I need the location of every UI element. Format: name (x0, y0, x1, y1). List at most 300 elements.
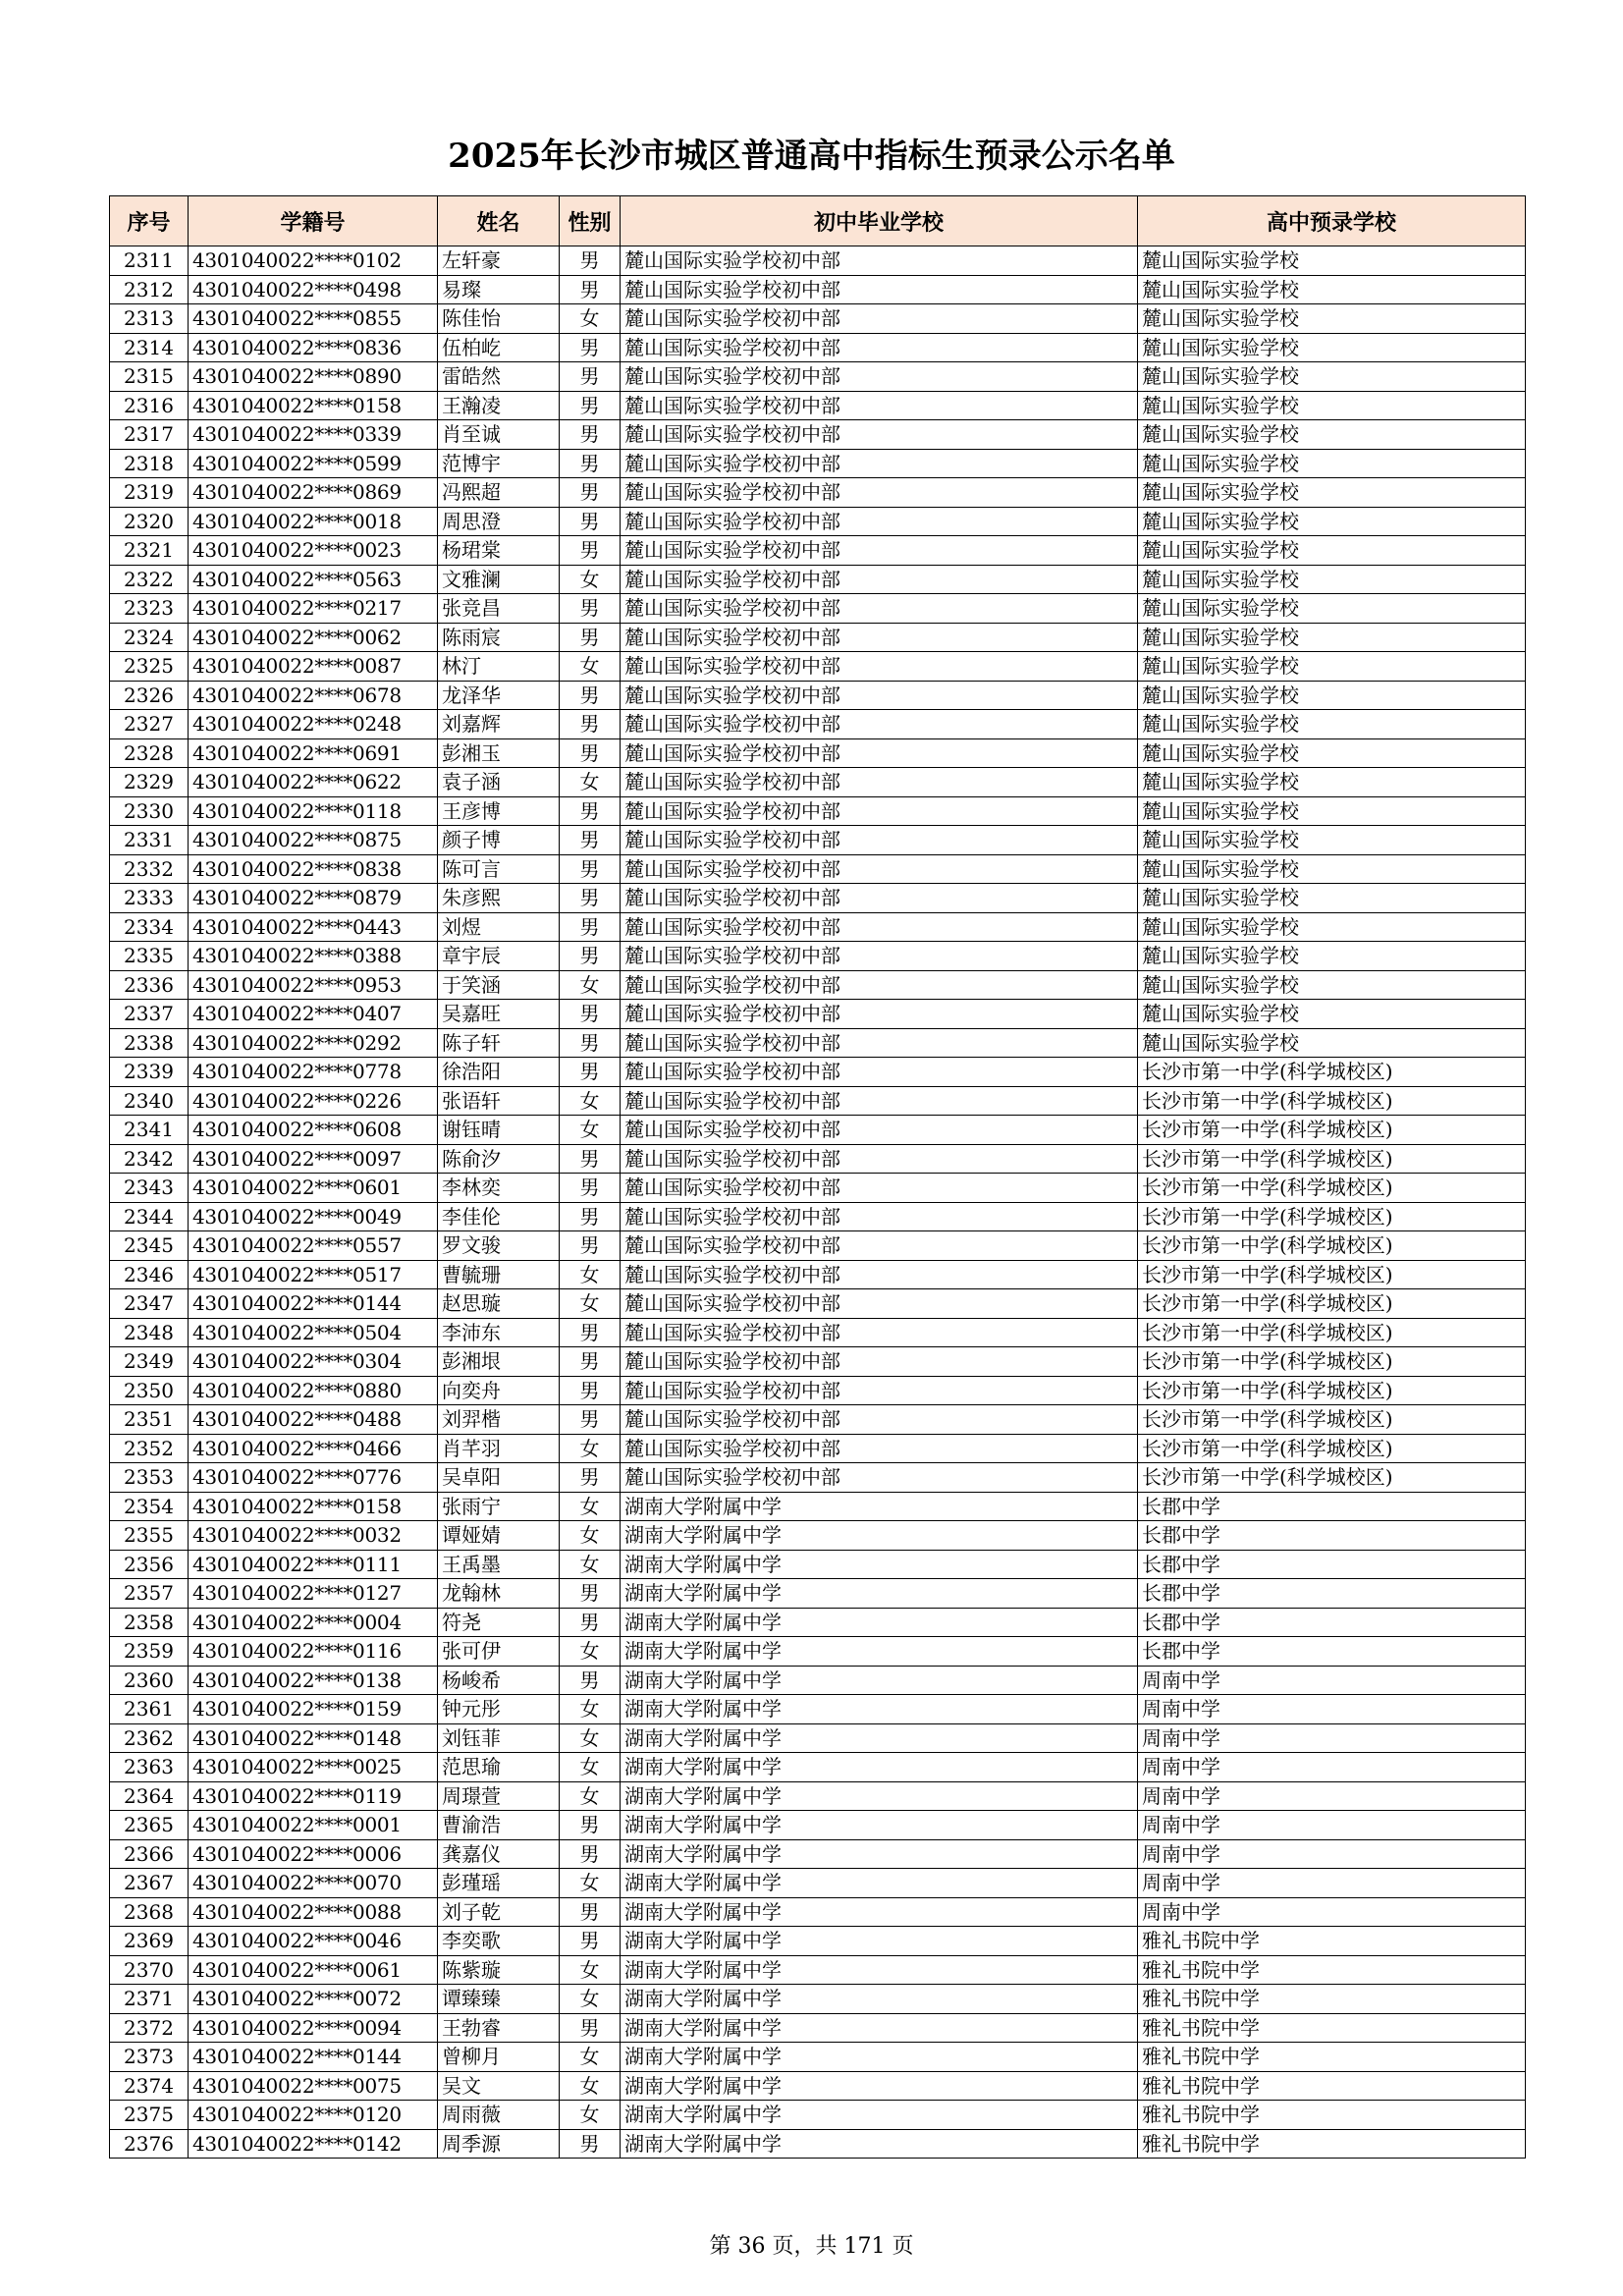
table-row (110, 333, 1526, 362)
high-school-cell: 麓山国际实验学校 (1138, 420, 1526, 450)
high-school-cell: 麓山国际实验学校 (1138, 449, 1526, 478)
middle-school-cell: 麓山国际实验学校初中部 (621, 391, 1138, 420)
seq-cell: 2324 (110, 623, 189, 652)
seq-cell: 2364 (110, 1781, 189, 1811)
student-id-cell: 4301040022****0388 (189, 942, 438, 971)
student-id-cell: 4301040022****0953 (189, 970, 438, 1000)
table-row (110, 1144, 1526, 1174)
seq-cell: 2346 (110, 1260, 189, 1289)
gender-cell: 女 (560, 1781, 621, 1811)
middle-school-cell: 麓山国际实验学校初中部 (621, 565, 1138, 594)
seq-cell: 2329 (110, 768, 189, 797)
middle-school-cell: 湖南大学附属中学 (621, 1695, 1138, 1724)
middle-school-cell: 麓山国际实验学校初中部 (621, 738, 1138, 768)
name-cell: 徐浩阳 (438, 1058, 560, 1087)
gender-cell: 女 (560, 1116, 621, 1145)
gender-cell: 女 (560, 768, 621, 797)
table-row (110, 1434, 1526, 1463)
gender-cell: 男 (560, 2013, 621, 2043)
high-school-cell: 麓山国际实验学校 (1138, 710, 1526, 739)
gender-cell: 男 (560, 2129, 621, 2159)
seq-cell: 2340 (110, 1086, 189, 1116)
name-cell: 陈紫璇 (438, 1955, 560, 1985)
page-title: 2025年长沙市城区普通高中指标生预录公示名单 (448, 137, 1175, 176)
middle-school-cell: 麓山国际实验学校初中部 (621, 796, 1138, 826)
middle-school-cell: 麓山国际实验学校初中部 (621, 912, 1138, 942)
name-cell: 杨珺棠 (438, 536, 560, 566)
student-id-cell: 4301040022****0304 (189, 1347, 438, 1377)
middle-school-cell: 麓山国际实验学校初中部 (621, 942, 1138, 971)
middle-school-cell: 麓山国际实验学校初中部 (621, 333, 1138, 362)
seq-cell: 2333 (110, 884, 189, 913)
name-cell: 张雨宁 (438, 1492, 560, 1521)
table-row (110, 2013, 1526, 2043)
table-row (110, 1086, 1526, 1116)
name-cell: 陈雨宸 (438, 623, 560, 652)
high-school-cell: 长沙市第一中学(科学城校区) (1138, 1116, 1526, 1145)
gender-cell: 男 (560, 854, 621, 884)
high-school-cell: 麓山国际实验学校 (1138, 478, 1526, 508)
student-id-cell: 4301040022****0691 (189, 738, 438, 768)
student-id-cell: 4301040022****0498 (189, 275, 438, 304)
middle-school-cell: 湖南大学附属中学 (621, 1579, 1138, 1609)
name-cell: 张语轩 (438, 1086, 560, 1116)
table-row (110, 362, 1526, 392)
seq-cell: 2369 (110, 1927, 189, 1956)
seq-cell: 2337 (110, 1000, 189, 1029)
name-cell: 彭瑾瑶 (438, 1869, 560, 1898)
seq-cell: 2367 (110, 1869, 189, 1898)
name-cell: 颜子博 (438, 826, 560, 855)
table-row (110, 536, 1526, 566)
table-row (110, 768, 1526, 797)
name-cell: 李奕歌 (438, 1927, 560, 1956)
name-cell: 伍柏屹 (438, 333, 560, 362)
name-cell: 刘煜 (438, 912, 560, 942)
seq-cell: 2345 (110, 1231, 189, 1261)
middle-school-cell: 麓山国际实验学校初中部 (621, 1028, 1138, 1058)
gender-cell: 男 (560, 1579, 621, 1609)
table-row (110, 1347, 1526, 1377)
high-school-cell: 麓山国际实验学校 (1138, 884, 1526, 913)
gender-cell: 男 (560, 1028, 621, 1058)
high-school-cell: 长郡中学 (1138, 1608, 1526, 1637)
name-cell: 周雨薇 (438, 2101, 560, 2130)
name-cell: 雷皓然 (438, 362, 560, 392)
table-row (110, 1318, 1526, 1347)
table-row (110, 1116, 1526, 1145)
seq-cell: 2356 (110, 1550, 189, 1579)
table-row (110, 1869, 1526, 1898)
seq-cell: 2350 (110, 1376, 189, 1405)
gender-cell: 男 (560, 738, 621, 768)
gender-cell: 男 (560, 420, 621, 450)
middle-school-cell: 湖南大学附属中学 (621, 1955, 1138, 1985)
seq-cell: 2314 (110, 333, 189, 362)
student-id-cell: 4301040022****0119 (189, 1781, 438, 1811)
student-id-cell: 4301040022****0023 (189, 536, 438, 566)
gender-cell: 男 (560, 1897, 621, 1927)
student-id-cell: 4301040022****0292 (189, 1028, 438, 1058)
high-school-cell: 麓山国际实验学校 (1138, 681, 1526, 710)
name-cell: 李佳伦 (438, 1202, 560, 1231)
table-row (110, 2101, 1526, 2130)
name-cell: 吴文 (438, 2071, 560, 2101)
high-school-cell: 长沙市第一中学(科学城校区) (1138, 1086, 1526, 1116)
column-header-high-school: 高中预录学校 (1138, 196, 1526, 246)
middle-school-cell: 麓山国际实验学校初中部 (621, 420, 1138, 450)
high-school-cell: 麓山国际实验学校 (1138, 1000, 1526, 1029)
high-school-cell: 麓山国际实验学校 (1138, 594, 1526, 624)
table-row (110, 2129, 1526, 2159)
table-row (110, 652, 1526, 682)
middle-school-cell: 湖南大学附属中学 (621, 1637, 1138, 1667)
student-id-cell: 4301040022****0678 (189, 681, 438, 710)
student-id-cell: 4301040022****0599 (189, 449, 438, 478)
middle-school-cell: 麓山国际实验学校初中部 (621, 768, 1138, 797)
gender-cell: 男 (560, 362, 621, 392)
high-school-cell: 长沙市第一中学(科学城校区) (1138, 1144, 1526, 1174)
high-school-cell: 雅礼书院中学 (1138, 2071, 1526, 2101)
name-cell: 刘子乾 (438, 1897, 560, 1927)
name-cell: 王瀚凌 (438, 391, 560, 420)
seq-cell: 2376 (110, 2129, 189, 2159)
student-id-cell: 4301040022****0407 (189, 1000, 438, 1029)
high-school-cell: 麓山国际实验学校 (1138, 565, 1526, 594)
name-cell: 范博宇 (438, 449, 560, 478)
name-cell: 周璟萱 (438, 1781, 560, 1811)
table-row (110, 449, 1526, 478)
student-id-cell: 4301040022****0070 (189, 1869, 438, 1898)
table-body (110, 246, 1526, 2159)
high-school-cell: 麓山国际实验学校 (1138, 826, 1526, 855)
student-id-cell: 4301040022****0094 (189, 2013, 438, 2043)
high-school-cell: 雅礼书院中学 (1138, 1985, 1526, 2014)
student-id-cell: 4301040022****0158 (189, 391, 438, 420)
gender-cell: 男 (560, 391, 621, 420)
gender-cell: 男 (560, 681, 621, 710)
middle-school-cell: 湖南大学附属中学 (621, 1927, 1138, 1956)
gender-cell: 男 (560, 1376, 621, 1405)
high-school-cell: 雅礼书院中学 (1138, 2013, 1526, 2043)
gender-cell: 男 (560, 1231, 621, 1261)
gender-cell: 男 (560, 1058, 621, 1087)
middle-school-cell: 麓山国际实验学校初中部 (621, 681, 1138, 710)
gender-cell: 女 (560, 1289, 621, 1319)
gender-cell: 男 (560, 912, 621, 942)
column-header-student-id: 学籍号 (189, 196, 438, 246)
table-row (110, 710, 1526, 739)
gender-cell: 男 (560, 275, 621, 304)
roster-table (109, 195, 1526, 2159)
high-school-cell: 麓山国际实验学校 (1138, 768, 1526, 797)
table-row (110, 1521, 1526, 1551)
seq-cell: 2360 (110, 1666, 189, 1695)
gender-cell: 男 (560, 507, 621, 536)
middle-school-cell: 麓山国际实验学校初中部 (621, 1086, 1138, 1116)
seq-cell: 2354 (110, 1492, 189, 1521)
seq-cell: 2344 (110, 1202, 189, 1231)
student-id-cell: 4301040022****0226 (189, 1086, 438, 1116)
table-row (110, 970, 1526, 1000)
seq-cell: 2316 (110, 391, 189, 420)
gender-cell: 男 (560, 1405, 621, 1435)
student-id-cell: 4301040022****0248 (189, 710, 438, 739)
student-id-cell: 4301040022****0138 (189, 1666, 438, 1695)
table-row (110, 1058, 1526, 1087)
middle-school-cell: 湖南大学附属中学 (621, 1666, 1138, 1695)
name-cell: 刘嘉辉 (438, 710, 560, 739)
name-cell: 张可伊 (438, 1637, 560, 1667)
table-row (110, 1781, 1526, 1811)
gender-cell: 男 (560, 1000, 621, 1029)
middle-school-cell: 麓山国际实验学校初中部 (621, 1434, 1138, 1463)
table-row (110, 1637, 1526, 1667)
gender-cell: 男 (560, 1144, 621, 1174)
high-school-cell: 麓山国际实验学校 (1138, 796, 1526, 826)
gender-cell: 女 (560, 1955, 621, 1985)
name-cell: 谢钰晴 (438, 1116, 560, 1145)
gender-cell: 女 (560, 1550, 621, 1579)
high-school-cell: 长郡中学 (1138, 1637, 1526, 1667)
student-id-cell: 4301040022****0097 (189, 1144, 438, 1174)
high-school-cell: 麓山国际实验学校 (1138, 391, 1526, 420)
high-school-cell: 麓山国际实验学校 (1138, 1028, 1526, 1058)
student-id-cell: 4301040022****0563 (189, 565, 438, 594)
gender-cell: 女 (560, 970, 621, 1000)
student-id-cell: 4301040022****0072 (189, 1985, 438, 2014)
seq-cell: 2322 (110, 565, 189, 594)
table-row (110, 1608, 1526, 1637)
high-school-cell: 周南中学 (1138, 1811, 1526, 1840)
student-id-cell: 4301040022****0443 (189, 912, 438, 942)
gender-cell: 女 (560, 2043, 621, 2072)
column-header-middle-school: 初中毕业学校 (621, 196, 1138, 246)
gender-cell: 男 (560, 1347, 621, 1377)
high-school-cell: 长沙市第一中学(科学城校区) (1138, 1289, 1526, 1319)
middle-school-cell: 麓山国际实验学校初中部 (621, 507, 1138, 536)
student-id-cell: 4301040022****0622 (189, 768, 438, 797)
table-row (110, 1666, 1526, 1695)
high-school-cell: 麓山国际实验学校 (1138, 333, 1526, 362)
table-row (110, 854, 1526, 884)
student-id-cell: 4301040022****0159 (189, 1695, 438, 1724)
name-cell: 朱彦熙 (438, 884, 560, 913)
seq-cell: 2317 (110, 420, 189, 450)
table-row (110, 1405, 1526, 1435)
student-id-cell: 4301040022****0025 (189, 1753, 438, 1782)
student-id-cell: 4301040022****0880 (189, 1376, 438, 1405)
seq-cell: 2371 (110, 1985, 189, 2014)
seq-cell: 2349 (110, 1347, 189, 1377)
high-school-cell: 雅礼书院中学 (1138, 1955, 1526, 1985)
student-id-cell: 4301040022****0601 (189, 1174, 438, 1203)
gender-cell: 男 (560, 246, 621, 276)
table-row (110, 1550, 1526, 1579)
student-id-cell: 4301040022****0158 (189, 1492, 438, 1521)
middle-school-cell: 湖南大学附属中学 (621, 1492, 1138, 1521)
middle-school-cell: 麓山国际实验学校初中部 (621, 1289, 1138, 1319)
student-id-cell: 4301040022****0144 (189, 2043, 438, 2072)
table-row (110, 1753, 1526, 1782)
high-school-cell: 雅礼书院中学 (1138, 1927, 1526, 1956)
high-school-cell: 麓山国际实验学校 (1138, 507, 1526, 536)
gender-cell: 男 (560, 1608, 621, 1637)
middle-school-cell: 湖南大学附属中学 (621, 1839, 1138, 1869)
middle-school-cell: 麓山国际实验学校初中部 (621, 1405, 1138, 1435)
high-school-cell: 麓山国际实验学校 (1138, 623, 1526, 652)
high-school-cell: 长沙市第一中学(科学城校区) (1138, 1463, 1526, 1493)
student-id-cell: 4301040022****0875 (189, 826, 438, 855)
table-row (110, 623, 1526, 652)
high-school-cell: 长郡中学 (1138, 1492, 1526, 1521)
seq-cell: 2352 (110, 1434, 189, 1463)
middle-school-cell: 麓山国际实验学校初中部 (621, 362, 1138, 392)
gender-cell: 男 (560, 710, 621, 739)
high-school-cell: 周南中学 (1138, 1839, 1526, 1869)
high-school-cell: 雅礼书院中学 (1138, 2101, 1526, 2130)
gender-cell: 男 (560, 1839, 621, 1869)
student-id-cell: 4301040022****0608 (189, 1116, 438, 1145)
seq-cell: 2320 (110, 507, 189, 536)
high-school-cell: 长沙市第一中学(科学城校区) (1138, 1260, 1526, 1289)
seq-cell: 2312 (110, 275, 189, 304)
gender-cell: 男 (560, 1318, 621, 1347)
high-school-cell: 麓山国际实验学校 (1138, 942, 1526, 971)
seq-cell: 2330 (110, 796, 189, 826)
student-id-cell: 4301040022****0879 (189, 884, 438, 913)
middle-school-cell: 湖南大学附属中学 (621, 2071, 1138, 2101)
gender-cell: 女 (560, 1869, 621, 1898)
high-school-cell: 长沙市第一中学(科学城校区) (1138, 1202, 1526, 1231)
high-school-cell: 长沙市第一中学(科学城校区) (1138, 1405, 1526, 1435)
middle-school-cell: 麓山国际实验学校初中部 (621, 1000, 1138, 1029)
seq-cell: 2368 (110, 1897, 189, 1927)
table-row (110, 2071, 1526, 2101)
middle-school-cell: 麓山国际实验学校初中部 (621, 304, 1138, 334)
seq-cell: 2319 (110, 478, 189, 508)
middle-school-cell: 麓山国际实验学校初中部 (621, 594, 1138, 624)
column-header-seq: 序号 (110, 196, 189, 246)
column-header-name: 姓名 (438, 196, 560, 246)
middle-school-cell: 湖南大学附属中学 (621, 1811, 1138, 1840)
seq-cell: 2313 (110, 304, 189, 334)
middle-school-cell: 麓山国际实验学校初中部 (621, 1347, 1138, 1377)
name-cell: 陈俞汐 (438, 1144, 560, 1174)
seq-cell: 2375 (110, 2101, 189, 2130)
page-footer: 第 36 页，共 171 页 (709, 2234, 914, 2259)
middle-school-cell: 麓山国际实验学校初中部 (621, 1202, 1138, 1231)
high-school-cell: 麓山国际实验学校 (1138, 738, 1526, 768)
name-cell: 龚嘉仪 (438, 1839, 560, 1869)
student-id-cell: 4301040022****0836 (189, 333, 438, 362)
gender-cell: 女 (560, 1695, 621, 1724)
gender-cell: 女 (560, 1086, 621, 1116)
student-id-cell: 4301040022****0018 (189, 507, 438, 536)
table-row (110, 826, 1526, 855)
student-id-cell: 4301040022****0046 (189, 1927, 438, 1956)
high-school-cell: 麓山国际实验学校 (1138, 362, 1526, 392)
name-cell: 冯熙超 (438, 478, 560, 508)
table-row (110, 1231, 1526, 1261)
name-cell: 彭湘垠 (438, 1347, 560, 1377)
middle-school-cell: 麓山国际实验学校初中部 (621, 623, 1138, 652)
student-id-cell: 4301040022****0075 (189, 2071, 438, 2101)
student-id-cell: 4301040022****0118 (189, 796, 438, 826)
high-school-cell: 周南中学 (1138, 1897, 1526, 1927)
seq-cell: 2327 (110, 710, 189, 739)
seq-cell: 2357 (110, 1579, 189, 1609)
name-cell: 王禹墨 (438, 1550, 560, 1579)
student-id-cell: 4301040022****0144 (189, 1289, 438, 1319)
high-school-cell: 长沙市第一中学(科学城校区) (1138, 1318, 1526, 1347)
student-id-cell: 4301040022****0087 (189, 652, 438, 682)
name-cell: 王勃睿 (438, 2013, 560, 2043)
table-row (110, 1723, 1526, 1753)
seq-cell: 2366 (110, 1839, 189, 1869)
table-row (110, 420, 1526, 450)
name-cell: 符尧 (438, 1608, 560, 1637)
high-school-cell: 周南中学 (1138, 1869, 1526, 1898)
name-cell: 李沛东 (438, 1318, 560, 1347)
name-cell: 陈子轩 (438, 1028, 560, 1058)
name-cell: 陈佳怡 (438, 304, 560, 334)
table-row (110, 1927, 1526, 1956)
seq-cell: 2355 (110, 1521, 189, 1551)
gender-cell: 女 (560, 1637, 621, 1667)
high-school-cell: 长沙市第一中学(科学城校区) (1138, 1376, 1526, 1405)
table-row (110, 1376, 1526, 1405)
gender-cell: 男 (560, 1666, 621, 1695)
high-school-cell: 长郡中学 (1138, 1579, 1526, 1609)
table-row (110, 1985, 1526, 2014)
high-school-cell: 雅礼书院中学 (1138, 2129, 1526, 2159)
student-id-cell: 4301040022****0049 (189, 1202, 438, 1231)
name-cell: 赵思璇 (438, 1289, 560, 1319)
middle-school-cell: 湖南大学附属中学 (621, 1897, 1138, 1927)
middle-school-cell: 湖南大学附属中学 (621, 1723, 1138, 1753)
seq-cell: 2339 (110, 1058, 189, 1087)
middle-school-cell: 麓山国际实验学校初中部 (621, 970, 1138, 1000)
name-cell: 曹毓珊 (438, 1260, 560, 1289)
gender-cell: 女 (560, 304, 621, 334)
seq-cell: 2332 (110, 854, 189, 884)
student-id-cell: 4301040022****0466 (189, 1434, 438, 1463)
table-row (110, 2043, 1526, 2072)
name-cell: 谭臻臻 (438, 1985, 560, 2014)
seq-cell: 2343 (110, 1174, 189, 1203)
student-id-cell: 4301040022****0504 (189, 1318, 438, 1347)
gender-cell: 女 (560, 1492, 621, 1521)
seq-cell: 2348 (110, 1318, 189, 1347)
student-id-cell: 4301040022****0032 (189, 1521, 438, 1551)
table-row (110, 738, 1526, 768)
middle-school-cell: 麓山国际实验学校初中部 (621, 1174, 1138, 1203)
gender-cell: 女 (560, 1753, 621, 1782)
seq-cell: 2328 (110, 738, 189, 768)
student-id-cell: 4301040022****0061 (189, 1955, 438, 1985)
high-school-cell: 麓山国际实验学校 (1138, 854, 1526, 884)
high-school-cell: 麓山国际实验学校 (1138, 304, 1526, 334)
middle-school-cell: 麓山国际实验学校初中部 (621, 478, 1138, 508)
gender-cell: 女 (560, 1985, 621, 2014)
high-school-cell: 周南中学 (1138, 1723, 1526, 1753)
student-id-cell: 4301040022****0557 (189, 1231, 438, 1261)
seq-cell: 2359 (110, 1637, 189, 1667)
table-row (110, 1897, 1526, 1927)
name-cell: 张竞昌 (438, 594, 560, 624)
high-school-cell: 长沙市第一中学(科学城校区) (1138, 1174, 1526, 1203)
